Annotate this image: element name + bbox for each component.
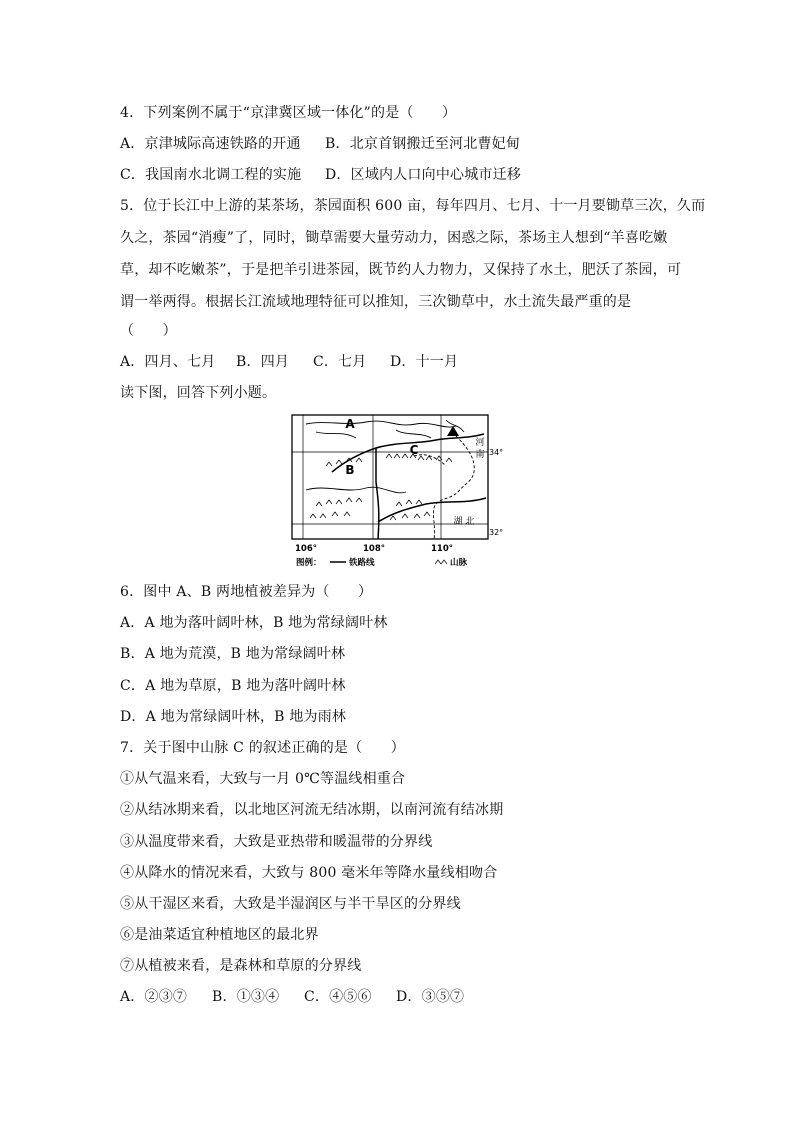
q5-option-d: D．十一月	[390, 354, 459, 370]
legend-railway: 铁路线	[349, 558, 375, 568]
map-svg	[286, 412, 504, 572]
q5-line-1: 5．位于长江中上游的某茶场，茶园面积 600 亩，每年四月、七月、十一月要锄草三次，久而	[120, 198, 706, 214]
legend-prefix: 图例：	[296, 558, 322, 568]
q7-stem: 7．关于图中山脉 C 的叙述正确的是（ ）	[120, 740, 405, 756]
q7-option-c: C．④⑤⑥	[304, 989, 372, 1005]
q4-option-c: C．我国南水北调工程的实施	[120, 167, 302, 183]
q7-option-a: A．②③⑦	[120, 989, 188, 1005]
q7-option-b: B．①③④	[212, 989, 280, 1005]
map-label-henan-2: 南	[475, 450, 485, 460]
q5-line-2: 久之，茶园“消瘦”了，同时，锄草需要大量劳动力，困惑之际，茶场主人想到“羊喜吃嫩	[120, 230, 668, 246]
q7-statement-4: ④从降水的情况来看，大致与 800 毫米年等降水量线相吻合	[120, 865, 498, 881]
q7-statement-1: ①从气温来看，大致与一月 0℃等温线相重合	[120, 771, 406, 787]
map-lon-108: 108°	[363, 544, 385, 554]
legend-mountain-icon	[435, 560, 447, 564]
q7-statement-3: ③从温度带来看，大致是亚热带和暖温带的分界线	[120, 834, 433, 850]
q7-options	[120, 988, 464, 1006]
map-intro: 读下图，回答下列小题。	[120, 385, 277, 401]
map-label-c: C	[409, 443, 419, 457]
q5-line-5: （ ）	[120, 323, 177, 339]
map-lat-32: 32°	[489, 528, 504, 537]
q5-option-a: A．四月、七月	[120, 354, 216, 370]
q7-statement-7: ⑦从植被来看，是森林和草原的分界线	[120, 958, 362, 974]
legend-mountain: 山脉	[450, 558, 468, 568]
q4-option-b: B．北京首钢搬迁至河北曹妃甸	[325, 136, 521, 152]
map-lat-34: 34°	[489, 448, 504, 457]
q7-statement-2: ②从结冰期来看，以北地区河流无结冰期，以南河流有结冰期	[120, 802, 504, 818]
q6-option-a: A．A 地为落叶阔叶林，B 地为常绿阔叶林	[120, 615, 388, 631]
q4-options-row2	[120, 166, 521, 184]
q7-statement-5: ⑤从干湿区来看，大致是半湿润区与半干旱区的分界线	[120, 896, 461, 912]
map-lon-110: 110°	[431, 544, 453, 554]
q7-statement-6: ⑥是油菜适宜种植地区的最北界	[120, 927, 319, 943]
map-figure	[286, 412, 504, 572]
q5-option-b: B．四月	[236, 354, 290, 370]
q6-stem: 6．图中 A、B 两地植被差异为（ ）	[120, 584, 373, 600]
q6-option-b: B．A 地为荒漠，B 地为常绿阔叶林	[120, 646, 346, 662]
map-label-b: B	[345, 463, 355, 477]
map-label-a: A	[345, 417, 355, 431]
q5-line-4: 谓一举两得。根据长江流域地理特征可以推知，三次锄草中，水土流失最严重的是	[120, 294, 632, 310]
q4-options-row1	[120, 135, 520, 153]
map-label-henan-1: 河	[475, 438, 485, 448]
map-lon-106: 106°	[295, 544, 317, 554]
q5-options	[120, 353, 458, 371]
q4-stem: 4．下列案例不属于“京津冀区域一体化”的是（ ）	[120, 105, 457, 121]
q4-option-a: A．京津城际高速铁路的开通	[120, 136, 301, 152]
q6-option-c: C．A 地为草原，B 地为落叶阔叶林	[120, 678, 346, 694]
q5-line-3: 草，却不吃嫩茶”，于是把羊引进茶园，既节约人力物力，又保持了水土，肥沃了茶园，可	[120, 262, 682, 278]
q4-option-d: D．区域内人口向中心城市迁移	[325, 167, 522, 183]
q7-option-d: D．③⑤⑦	[396, 989, 465, 1005]
map-label-hubei: 湖 北	[453, 517, 475, 527]
q6-option-d: D．A 地为常绿阔叶林，B 地为雨林	[120, 709, 347, 725]
q5-option-c: C．七月	[313, 354, 367, 370]
